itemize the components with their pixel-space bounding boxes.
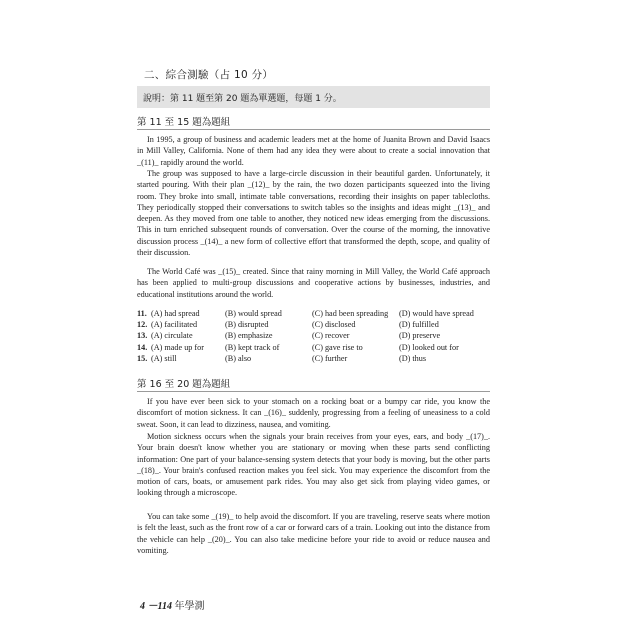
option-a[interactable]: (A) circulate [151, 331, 193, 341]
passage-paragraph: The World Café was _(15)_ created. Since that rainy morning in Mill Valley, the World Café approach has been applied to multi-group discussions and cooperative actions by businesses, industries, and educational institutions around the world. [137, 267, 490, 299]
passage-paragraph: If you have ever been sick to your stomach on a rocking boat or a bumpy car ride, you know the discomfort of motion sickness. It can _(16)_ suddenly, progressing from a feeling of uneasiness to a cold sweat. Soon, it can lead to dizziness, nausea, and vomiting. [137, 397, 490, 429]
question-number: 12. [137, 320, 148, 330]
group-title-11-15: 第 11 至 15 題為題組 [137, 117, 231, 128]
question-row [137, 331, 490, 342]
question-number: 11. [137, 309, 147, 318]
group-divider [137, 391, 490, 392]
question-number: 14. [137, 342, 148, 352]
instructions-bar [137, 86, 490, 108]
option-d[interactable]: (D) thus [399, 353, 427, 363]
section-title: 二、綜合測驗（占 10 分） [144, 69, 274, 81]
question-row [137, 343, 490, 354]
page-number: 4 －114 [140, 601, 172, 612]
option-c[interactable]: (C) recover [312, 331, 350, 341]
option-d[interactable]: (D) would have spread [399, 309, 474, 318]
group-divider [137, 129, 490, 130]
option-b[interactable]: (B) also [225, 353, 252, 363]
option-c[interactable]: (C) had been spreading [312, 309, 389, 318]
option-c[interactable]: (C) further [312, 353, 348, 363]
option-a[interactable]: (A) facilitated [151, 320, 198, 330]
option-a[interactable]: (A) made up for [151, 342, 204, 352]
question-number: 13. [137, 331, 148, 341]
instructions-text: 說明：第 11 題至第 20 題為單選題，每題 1 分。 [143, 94, 342, 104]
option-d[interactable]: (D) looked out for [399, 342, 459, 352]
page-footer [140, 597, 204, 612]
option-d[interactable]: (D) preserve [399, 331, 441, 341]
options-table [137, 309, 490, 365]
passage-paragraph: In 1995, a group of business and academic leaders met at the home of Juanita Brown and David Isaacs in Mill Valley, California. None of them had any idea they were about to create a social innovation that _(11)_ rapidly around the world. [137, 135, 490, 167]
question-row [137, 320, 490, 331]
option-a[interactable]: (A) had spread [151, 309, 200, 318]
option-c[interactable]: (C) gave rise to [312, 342, 363, 352]
question-row [137, 309, 490, 320]
group-title-16-20: 第 16 至 20 題為題組 [137, 379, 231, 390]
option-b[interactable]: (B) kept track of [225, 342, 280, 352]
option-c[interactable]: (C) disclosed [312, 320, 356, 330]
option-b[interactable]: (B) disrupted [225, 320, 269, 330]
option-d[interactable]: (D) fulfilled [399, 320, 439, 330]
question-row [137, 354, 490, 365]
option-a[interactable]: (A) still [151, 353, 177, 363]
option-b[interactable]: (B) emphasize [225, 331, 273, 341]
passage-paragraph: Motion sickness occurs when the signals your brain receives from your eyes, ears, and body _(17)_. Your brain doesn't know whether you are stationary or moving when these parts send conflicting information: One part of your balance-sensing system detects that your body is moving, but the other parts _(18)_. Your brain's confused reaction makes you feel sick. You may experience the discomfort from the motion of cars, boats, or amusement park rides. You may also get sick from playing video games, or looking through a microscope. [137, 432, 490, 498]
exam-label: 年學測 [174, 601, 205, 612]
passage-paragraph: You can take some _(19)_ to help avoid the discomfort. If you are traveling, reserve seats where motion is felt the least, such as the front row of a car or forward cars of a train. Looking out into the distance from the vehicle can help _(20)_. You can also take medicine before your ride to avoid or reduce nausea and vomiting. [137, 512, 490, 555]
question-number: 15. [137, 353, 148, 363]
option-b[interactable]: (B) would spread [225, 309, 282, 318]
passage-paragraph: The group was supposed to have a large-circle discussion in their beautiful garden. Unfortunately, it started pouring. With their plan _(12)_ by the rain, the two dozen participants squeezed into the living room. They broke into small, intimate table conversations, recording their insights on paper tablecloths. They periodically stopped their conversations to switch tables so the insights and ideas might _(13)_ and deepen. As they moved from one table to another, they noticed new ideas emerging from the discussions. This in turn enriched subsequent rounds of conversation. Over the course of the morning, the innovative discussion process _(14)_ a new form of collective effort that transformed the depth, scope, and quality of their discussion. [137, 169, 490, 258]
